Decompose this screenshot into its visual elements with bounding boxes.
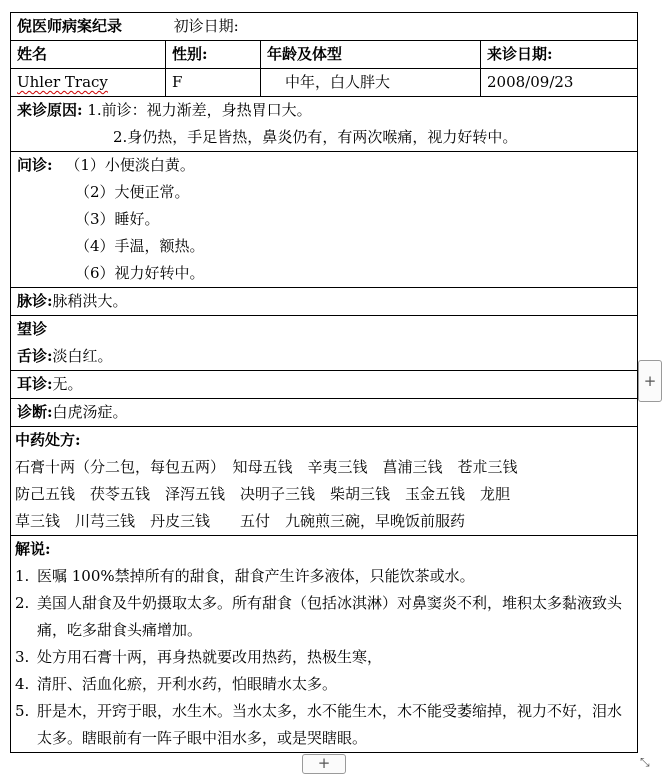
- list-item: 5. 肝是木，开窍于眼，水生木。当水太多，水不能生木，木不能受萎缩掉，视力不好，泪水太多。瞎眼前有一阵子眼中泪水多，或是哭瞎眼。: [15, 702, 623, 747]
- prescription-line-1: 石膏十两（分二包，每包五两） 知母五钱 辛夷三钱 菖浦三钱 苍朮三钱: [15, 458, 518, 476]
- reason-label: 来诊原因:: [17, 101, 83, 119]
- prescription-label: 中药处方:: [15, 431, 81, 449]
- explanation-row: [11, 536, 638, 753]
- visit-date-label: 来诊日期:: [481, 41, 638, 69]
- prescription-row: [11, 427, 638, 536]
- patient-visit-date[interactable]: 2008/09/23: [481, 69, 638, 97]
- diagnosis-label: 诊断:: [17, 403, 53, 421]
- prescription-line-3: 草三钱 川芎三钱 丹皮三钱 五付 九碗煎三碗，早晚饭前服药: [15, 512, 466, 530]
- name-label: 姓名: [11, 41, 166, 69]
- header-row: [11, 13, 638, 41]
- list-item: 1. 医嘱 100%禁掉所有的甜食，甜食产生许多液体，只能饮茶或水。: [15, 567, 475, 585]
- inspection-label: 望诊: [17, 320, 48, 338]
- gender-label: 性别:: [166, 41, 261, 69]
- patient-value-row: [11, 69, 638, 97]
- inquiry-row: [11, 152, 638, 288]
- explanation-label: 解说:: [15, 540, 51, 558]
- diagnosis-row: [11, 399, 638, 427]
- medical-record-table: [10, 12, 638, 753]
- inquiry-item: （2）大便正常。: [75, 183, 190, 201]
- first-visit-label: 初诊日期:: [173, 17, 239, 35]
- diagnosis-value: 白虎汤症。: [52, 403, 128, 421]
- ear-label: 耳诊:: [17, 375, 53, 393]
- ear-value: 无。: [52, 375, 83, 393]
- list-item: 3. 处方用石膏十两，再身热就要改用热药，热极生寒，: [15, 648, 383, 666]
- inquiry-item: （4）手温，额热。: [75, 237, 205, 255]
- reason-line-1: 1.前诊：视力渐差，身热胃口大。: [87, 101, 312, 119]
- inquiry-label: 问诊:: [17, 156, 53, 174]
- pulse-value: 脉稍洪大。: [52, 292, 128, 310]
- age-build-label: 年龄及体型: [261, 41, 481, 69]
- patient-name[interactable]: Uhler Tracy: [17, 73, 108, 91]
- resize-handle-icon[interactable]: ⤡: [640, 755, 650, 769]
- inquiry-item: （6）视力好转中。: [75, 264, 205, 282]
- tongue-value: 淡白红。: [52, 347, 113, 365]
- reason-line-2: 2.身仍热，手足皆热，鼻炎仍有，有两次喉痛，视力好转中。: [113, 128, 518, 146]
- list-item: 2. 美国人甜食及牛奶摄取太多。所有甜食（包括冰淇淋）对鼻窦炎不利，堆积太多黏液致头痛，吃多甜食头痛增加。: [15, 594, 623, 639]
- add-row-button[interactable]: +: [302, 754, 346, 774]
- reason-row: [11, 97, 638, 152]
- inquiry-item: （3）睡好。: [75, 210, 160, 228]
- inquiry-item: （1）小便淡白黄。: [65, 156, 195, 174]
- medical-record-sheet: [10, 12, 637, 753]
- explanation-list: [15, 563, 625, 752]
- list-item: 4. 清肝、活血化瘀，开利水药，怕眼睛水太多。: [15, 675, 338, 693]
- patient-gender[interactable]: F: [166, 69, 261, 97]
- tongue-label: 舌诊:: [17, 347, 53, 365]
- patient-age-build[interactable]: 中年，白人胖大: [261, 69, 481, 97]
- add-column-button[interactable]: +: [638, 360, 662, 402]
- prescription-line-2: 防己五钱 茯苓五钱 泽泻五钱 决明子三钱 柴胡三钱 玉金五钱 龙胆: [15, 485, 511, 503]
- record-title: 倪医师病案纪录: [17, 17, 123, 35]
- ear-row: [11, 371, 638, 399]
- pulse-row: [11, 288, 638, 316]
- patient-label-row: [11, 41, 638, 69]
- inspection-row: [11, 316, 638, 371]
- pulse-label: 脉诊:: [17, 292, 53, 310]
